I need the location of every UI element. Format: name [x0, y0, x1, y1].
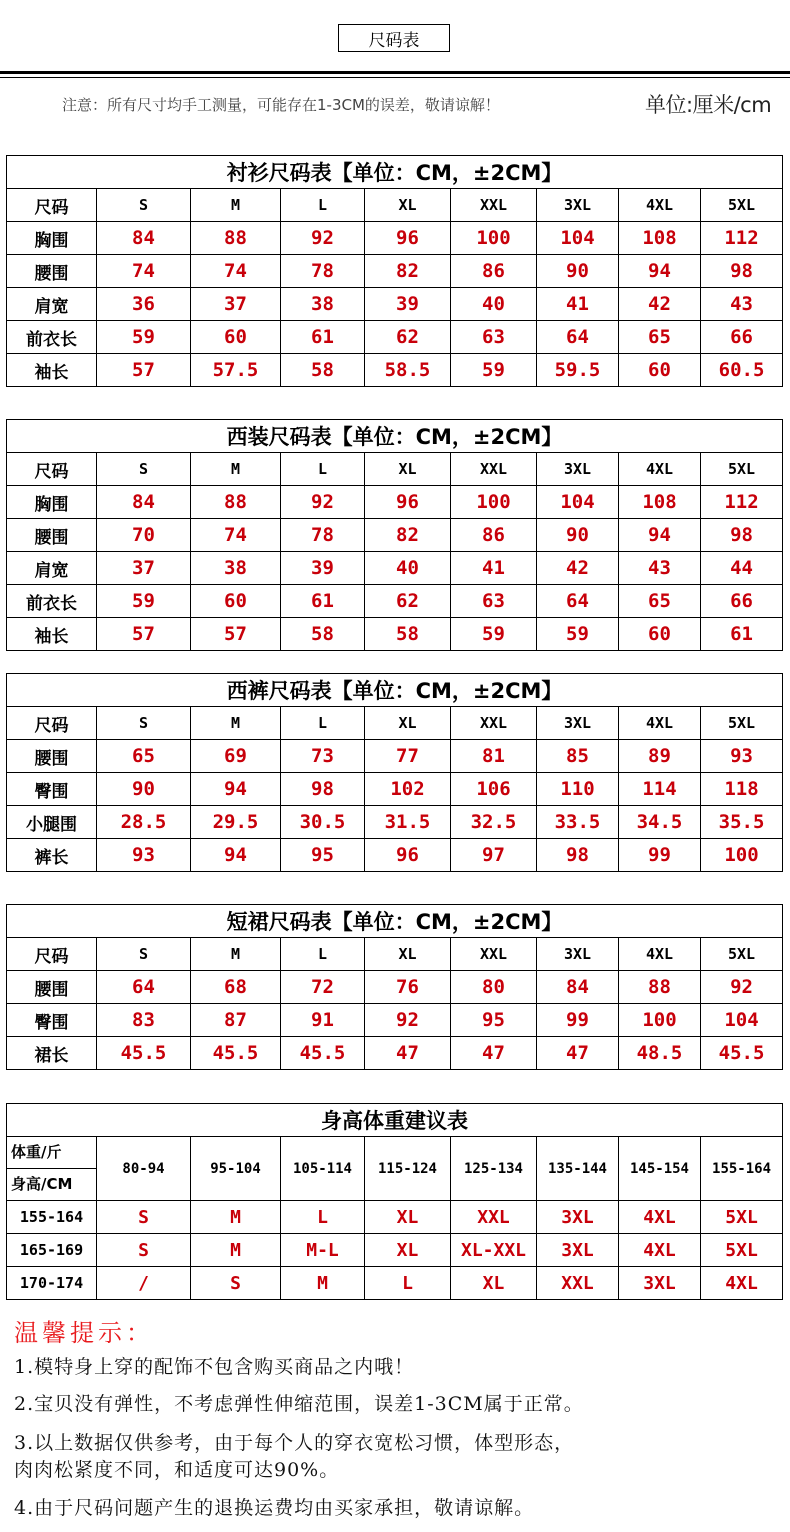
measurement-value: 100 — [701, 839, 783, 872]
table-row — [7, 1004, 783, 1037]
measurement-value: 60 — [619, 354, 701, 387]
size-table — [6, 155, 783, 387]
measurement-value: 47 — [365, 1037, 451, 1070]
measurement-value: 94 — [191, 773, 281, 806]
measurement-value: 48.5 — [619, 1037, 701, 1070]
size-header-cell: 4XL — [619, 938, 701, 971]
recommended-size: 4XL — [619, 1234, 701, 1267]
header-divider-thick — [0, 71, 790, 74]
measurement-value: 39 — [281, 552, 365, 585]
table-row — [7, 1201, 783, 1234]
table-row — [7, 773, 783, 806]
table-row — [7, 222, 783, 255]
recommended-size: M — [281, 1267, 365, 1300]
tip-item: 2.宝贝没有弹性，不考虑弹性伸缩范围，误差1-3CM属于正常。 — [14, 1393, 584, 1415]
size-header-cell: 3XL — [537, 938, 619, 971]
measurement-label: 臀围 — [7, 773, 97, 806]
height-axis-label: 身高/CM — [11, 1175, 73, 1193]
measurement-value: 59.5 — [537, 354, 619, 387]
height-range-label: 170-174 — [7, 1267, 97, 1300]
table-row — [7, 321, 783, 354]
measurement-value: 92 — [281, 486, 365, 519]
size-header-cell: 4XL — [619, 189, 701, 222]
recommended-size: / — [97, 1267, 191, 1300]
measurement-value: 98 — [701, 519, 783, 552]
measurement-value: 61 — [281, 585, 365, 618]
table-row — [7, 585, 783, 618]
measurement-value: 114 — [619, 773, 701, 806]
size-header-cell: S — [97, 707, 191, 740]
measurement-label: 胸围 — [7, 486, 97, 519]
recommended-size: XL — [365, 1201, 451, 1234]
weight-range-header: 155-164 — [701, 1137, 783, 1201]
measurement-value: 88 — [191, 222, 281, 255]
measurement-value: 104 — [537, 486, 619, 519]
size-table-title: 短裙尺码表【单位：CM，±2CM】 — [7, 905, 783, 938]
measurement-label: 腰围 — [7, 740, 97, 773]
height-weight-corner — [7, 1137, 97, 1201]
measurement-value: 38 — [281, 288, 365, 321]
measurement-value: 93 — [97, 839, 191, 872]
measurement-value: 84 — [537, 971, 619, 1004]
size-header-cell: XL — [365, 938, 451, 971]
measurement-value: 69 — [191, 740, 281, 773]
measurement-value: 63 — [451, 585, 537, 618]
measurement-value: 58 — [365, 618, 451, 651]
recommended-size: XXL — [537, 1267, 619, 1300]
measurement-value: 98 — [537, 839, 619, 872]
measurement-value: 57 — [97, 354, 191, 387]
measurement-value: 42 — [537, 552, 619, 585]
weight-range-header: 105-114 — [281, 1137, 365, 1201]
size-header-cell: 3XL — [537, 189, 619, 222]
table-row — [7, 971, 783, 1004]
measurement-value: 35.5 — [701, 806, 783, 839]
measurement-value: 92 — [701, 971, 783, 1004]
measurement-label: 袖长 — [7, 354, 97, 387]
measurement-value: 78 — [281, 255, 365, 288]
header-divider-thin — [0, 77, 790, 78]
height-weight-title: 身高体重建议表 — [7, 1104, 783, 1137]
size-header-cell: M — [191, 453, 281, 486]
measurement-value: 85 — [537, 740, 619, 773]
size-header-cell: M — [191, 707, 281, 740]
measurement-label: 袖长 — [7, 618, 97, 651]
recommended-size: 3XL — [537, 1201, 619, 1234]
measurement-value: 90 — [537, 519, 619, 552]
height-weight-table — [6, 1103, 783, 1300]
recommended-size: 3XL — [619, 1267, 701, 1300]
measurement-value: 58 — [281, 618, 365, 651]
measurement-value: 94 — [619, 255, 701, 288]
measurement-value: 45.5 — [97, 1037, 191, 1070]
measurement-value: 59 — [451, 618, 537, 651]
measurement-value: 38 — [191, 552, 281, 585]
measurement-label: 小腿围 — [7, 806, 97, 839]
measurement-value: 94 — [191, 839, 281, 872]
measurement-value: 41 — [537, 288, 619, 321]
measurement-value: 77 — [365, 740, 451, 773]
size-header-cell: 4XL — [619, 707, 701, 740]
measurement-value: 28.5 — [97, 806, 191, 839]
recommended-size: M — [191, 1201, 281, 1234]
measurement-value: 66 — [701, 321, 783, 354]
size-column-label: 尺码 — [7, 453, 97, 486]
measurement-label: 腰围 — [7, 519, 97, 552]
measurement-value: 34.5 — [619, 806, 701, 839]
measurement-value: 84 — [97, 222, 191, 255]
measurement-value: 106 — [451, 773, 537, 806]
measurement-value: 47 — [451, 1037, 537, 1070]
measurement-value: 61 — [701, 618, 783, 651]
size-column-label: 尺码 — [7, 189, 97, 222]
tip-item: 3.以上数据仅供参考，由于每个人的穿衣宽松习惯，体型形态， — [14, 1432, 575, 1454]
measurement-value: 86 — [451, 519, 537, 552]
measurement-value: 37 — [191, 288, 281, 321]
measurement-value: 43 — [619, 552, 701, 585]
recommended-size: L — [281, 1201, 365, 1234]
measurement-value: 43 — [701, 288, 783, 321]
measurement-value: 37 — [97, 552, 191, 585]
measurement-value: 86 — [451, 255, 537, 288]
measurement-value: 104 — [537, 222, 619, 255]
measurement-label: 胸围 — [7, 222, 97, 255]
size-header-cell: XXL — [451, 938, 537, 971]
measurement-value: 47 — [537, 1037, 619, 1070]
measurement-value: 33.5 — [537, 806, 619, 839]
tip-item: 肉肉松紧度不同，和适度可达90%。 — [14, 1459, 340, 1481]
size-table-title: 西裤尺码表【单位：CM，±2CM】 — [7, 674, 783, 707]
size-header-cell: XXL — [451, 707, 537, 740]
measurement-value: 62 — [365, 321, 451, 354]
unit-label: 单位:厘米/cm — [645, 93, 772, 117]
measurement-label: 前衣长 — [7, 321, 97, 354]
measurement-value: 59 — [97, 321, 191, 354]
measurement-value: 98 — [701, 255, 783, 288]
table-row — [7, 1037, 783, 1070]
measurement-value: 65 — [619, 585, 701, 618]
weight-range-header: 145-154 — [619, 1137, 701, 1201]
measurement-value: 57 — [97, 618, 191, 651]
measurement-value: 98 — [281, 773, 365, 806]
measurement-value: 83 — [97, 1004, 191, 1037]
measurement-value: 73 — [281, 740, 365, 773]
measurement-value: 82 — [365, 519, 451, 552]
measurement-value: 70 — [97, 519, 191, 552]
measurement-value: 74 — [191, 519, 281, 552]
size-table — [6, 673, 783, 872]
measurement-value: 31.5 — [365, 806, 451, 839]
measurement-value: 68 — [191, 971, 281, 1004]
measurement-value: 100 — [451, 486, 537, 519]
measurement-value: 92 — [281, 222, 365, 255]
measurement-value: 88 — [619, 971, 701, 1004]
height-range-label: 155-164 — [7, 1201, 97, 1234]
size-chart-header: 尺码表 — [338, 24, 450, 52]
measurement-label: 肩宽 — [7, 288, 97, 321]
size-header-cell: L — [281, 707, 365, 740]
size-header-cell: M — [191, 189, 281, 222]
recommended-size: XL — [365, 1234, 451, 1267]
measurement-value: 90 — [537, 255, 619, 288]
recommended-size: 5XL — [701, 1201, 783, 1234]
table-row — [7, 839, 783, 872]
size-header-cell: 5XL — [701, 707, 783, 740]
size-header-cell: S — [97, 453, 191, 486]
recommended-size: S — [97, 1234, 191, 1267]
measurement-value: 66 — [701, 585, 783, 618]
measurement-value: 99 — [619, 839, 701, 872]
table-row — [7, 806, 783, 839]
measurement-value: 97 — [451, 839, 537, 872]
size-table-title: 西装尺码表【单位：CM，±2CM】 — [7, 420, 783, 453]
measurement-value: 59 — [451, 354, 537, 387]
measurement-value: 58 — [281, 354, 365, 387]
tip-item: 4.由于尺码问题产生的退换运费均由买家承担，敬请谅解。 — [14, 1497, 535, 1519]
measurement-value: 64 — [537, 585, 619, 618]
measurement-value: 62 — [365, 585, 451, 618]
measurement-value: 74 — [97, 255, 191, 288]
measurement-value: 59 — [97, 585, 191, 618]
measurement-value: 112 — [701, 222, 783, 255]
size-header-cell: S — [97, 189, 191, 222]
size-column-label: 尺码 — [7, 707, 97, 740]
size-header-cell: 5XL — [701, 189, 783, 222]
measurement-value: 96 — [365, 486, 451, 519]
recommended-size: 4XL — [701, 1267, 783, 1300]
measurement-value: 60 — [619, 618, 701, 651]
size-header-cell: 3XL — [537, 707, 619, 740]
measurement-value: 30.5 — [281, 806, 365, 839]
measurement-value: 76 — [365, 971, 451, 1004]
size-header-cell: XXL — [451, 189, 537, 222]
measurement-value: 65 — [97, 740, 191, 773]
measurement-value: 72 — [281, 971, 365, 1004]
measurement-value: 57.5 — [191, 354, 281, 387]
recommended-size: XL — [451, 1267, 537, 1300]
recommended-size: 5XL — [701, 1234, 783, 1267]
table-row — [7, 519, 783, 552]
size-column-label: 尺码 — [7, 938, 97, 971]
measurement-value: 45.5 — [281, 1037, 365, 1070]
weight-range-header: 125-134 — [451, 1137, 537, 1201]
measurement-value: 74 — [191, 255, 281, 288]
measurement-value: 108 — [619, 486, 701, 519]
size-header-cell: M — [191, 938, 281, 971]
measurement-value: 65 — [619, 321, 701, 354]
measurement-value: 42 — [619, 288, 701, 321]
weight-range-header: 115-124 — [365, 1137, 451, 1201]
measurement-value: 102 — [365, 773, 451, 806]
measurement-value: 96 — [365, 222, 451, 255]
size-header-cell: XL — [365, 707, 451, 740]
measurement-value: 60.5 — [701, 354, 783, 387]
measurement-value: 90 — [97, 773, 191, 806]
measurement-value: 108 — [619, 222, 701, 255]
table-row — [7, 288, 783, 321]
measurement-value: 40 — [451, 288, 537, 321]
measurement-value: 87 — [191, 1004, 281, 1037]
measurement-label: 裙长 — [7, 1037, 97, 1070]
measurement-value: 92 — [365, 1004, 451, 1037]
measurement-value: 57 — [191, 618, 281, 651]
size-header-cell: 5XL — [701, 938, 783, 971]
measurement-value: 80 — [451, 971, 537, 1004]
recommended-size: XXL — [451, 1201, 537, 1234]
measurement-value: 81 — [451, 740, 537, 773]
measurement-value: 59 — [537, 618, 619, 651]
measurement-label: 裤长 — [7, 839, 97, 872]
measurement-label: 腰围 — [7, 255, 97, 288]
measurement-value: 29.5 — [191, 806, 281, 839]
measurement-value: 40 — [365, 552, 451, 585]
height-range-label: 165-169 — [7, 1234, 97, 1267]
measurement-value: 91 — [281, 1004, 365, 1037]
size-header-cell: 3XL — [537, 453, 619, 486]
measurement-value: 45.5 — [191, 1037, 281, 1070]
measurement-label: 肩宽 — [7, 552, 97, 585]
measurement-value: 118 — [701, 773, 783, 806]
weight-axis-label: 体重/斤 — [7, 1137, 96, 1169]
measurement-value: 93 — [701, 740, 783, 773]
recommended-size: L — [365, 1267, 451, 1300]
measurement-value: 95 — [281, 839, 365, 872]
measurement-label: 前衣长 — [7, 585, 97, 618]
measurement-value: 96 — [365, 839, 451, 872]
size-header-cell: S — [97, 938, 191, 971]
measurement-value: 61 — [281, 321, 365, 354]
measurement-value: 100 — [619, 1004, 701, 1037]
measurement-label: 腰围 — [7, 971, 97, 1004]
size-table — [6, 419, 783, 651]
measurement-value: 58.5 — [365, 354, 451, 387]
recommended-size: M-L — [281, 1234, 365, 1267]
recommended-size: 4XL — [619, 1201, 701, 1234]
recommended-size: S — [191, 1267, 281, 1300]
table-row — [7, 618, 783, 651]
table-row — [7, 486, 783, 519]
measurement-value: 89 — [619, 740, 701, 773]
size-header-cell: L — [281, 189, 365, 222]
size-header-cell: L — [281, 938, 365, 971]
measurement-value: 110 — [537, 773, 619, 806]
recommended-size: S — [97, 1201, 191, 1234]
measurement-value: 78 — [281, 519, 365, 552]
weight-range-header: 135-144 — [537, 1137, 619, 1201]
measurement-value: 112 — [701, 486, 783, 519]
size-header-cell: XXL — [451, 453, 537, 486]
recommended-size: 3XL — [537, 1234, 619, 1267]
size-header-cell: 5XL — [701, 453, 783, 486]
measurement-value: 39 — [365, 288, 451, 321]
measurement-value: 88 — [191, 486, 281, 519]
size-header-cell: XL — [365, 453, 451, 486]
measurement-value: 36 — [97, 288, 191, 321]
measurement-value: 45.5 — [701, 1037, 783, 1070]
measurement-value: 82 — [365, 255, 451, 288]
table-row — [7, 740, 783, 773]
measurement-value: 63 — [451, 321, 537, 354]
size-header-cell: L — [281, 453, 365, 486]
size-header-cell: XL — [365, 189, 451, 222]
size-header-cell: 4XL — [619, 453, 701, 486]
size-table-title: 衬衫尺码表【单位：CM，±2CM】 — [7, 156, 783, 189]
measurement-value: 99 — [537, 1004, 619, 1037]
measurement-value: 95 — [451, 1004, 537, 1037]
measurement-value: 64 — [97, 971, 191, 1004]
measurement-value: 94 — [619, 519, 701, 552]
weight-range-header: 95-104 — [191, 1137, 281, 1201]
table-row — [7, 1234, 783, 1267]
measurement-value: 84 — [97, 486, 191, 519]
measurement-value: 41 — [451, 552, 537, 585]
tip-item: 1.模特身上穿的配饰不包含购买商品之内哦！ — [14, 1356, 415, 1378]
recommended-size: M — [191, 1234, 281, 1267]
table-row — [7, 552, 783, 585]
measurement-value: 32.5 — [451, 806, 537, 839]
measurement-notice: 注意：所有尺寸均手工测量，可能存在1-3CM的误差，敬请谅解！ — [62, 96, 500, 114]
weight-range-header: 80-94 — [97, 1137, 191, 1201]
table-row — [7, 255, 783, 288]
measurement-value: 64 — [537, 321, 619, 354]
measurement-value: 60 — [191, 585, 281, 618]
recommended-size: XL-XXL — [451, 1234, 537, 1267]
size-table — [6, 904, 783, 1070]
measurement-value: 104 — [701, 1004, 783, 1037]
measurement-label: 臀围 — [7, 1004, 97, 1037]
measurement-value: 44 — [701, 552, 783, 585]
table-row — [7, 1267, 783, 1300]
table-row — [7, 354, 783, 387]
measurement-value: 60 — [191, 321, 281, 354]
tips-title: 温馨提示： — [14, 1319, 154, 1347]
measurement-value: 100 — [451, 222, 537, 255]
